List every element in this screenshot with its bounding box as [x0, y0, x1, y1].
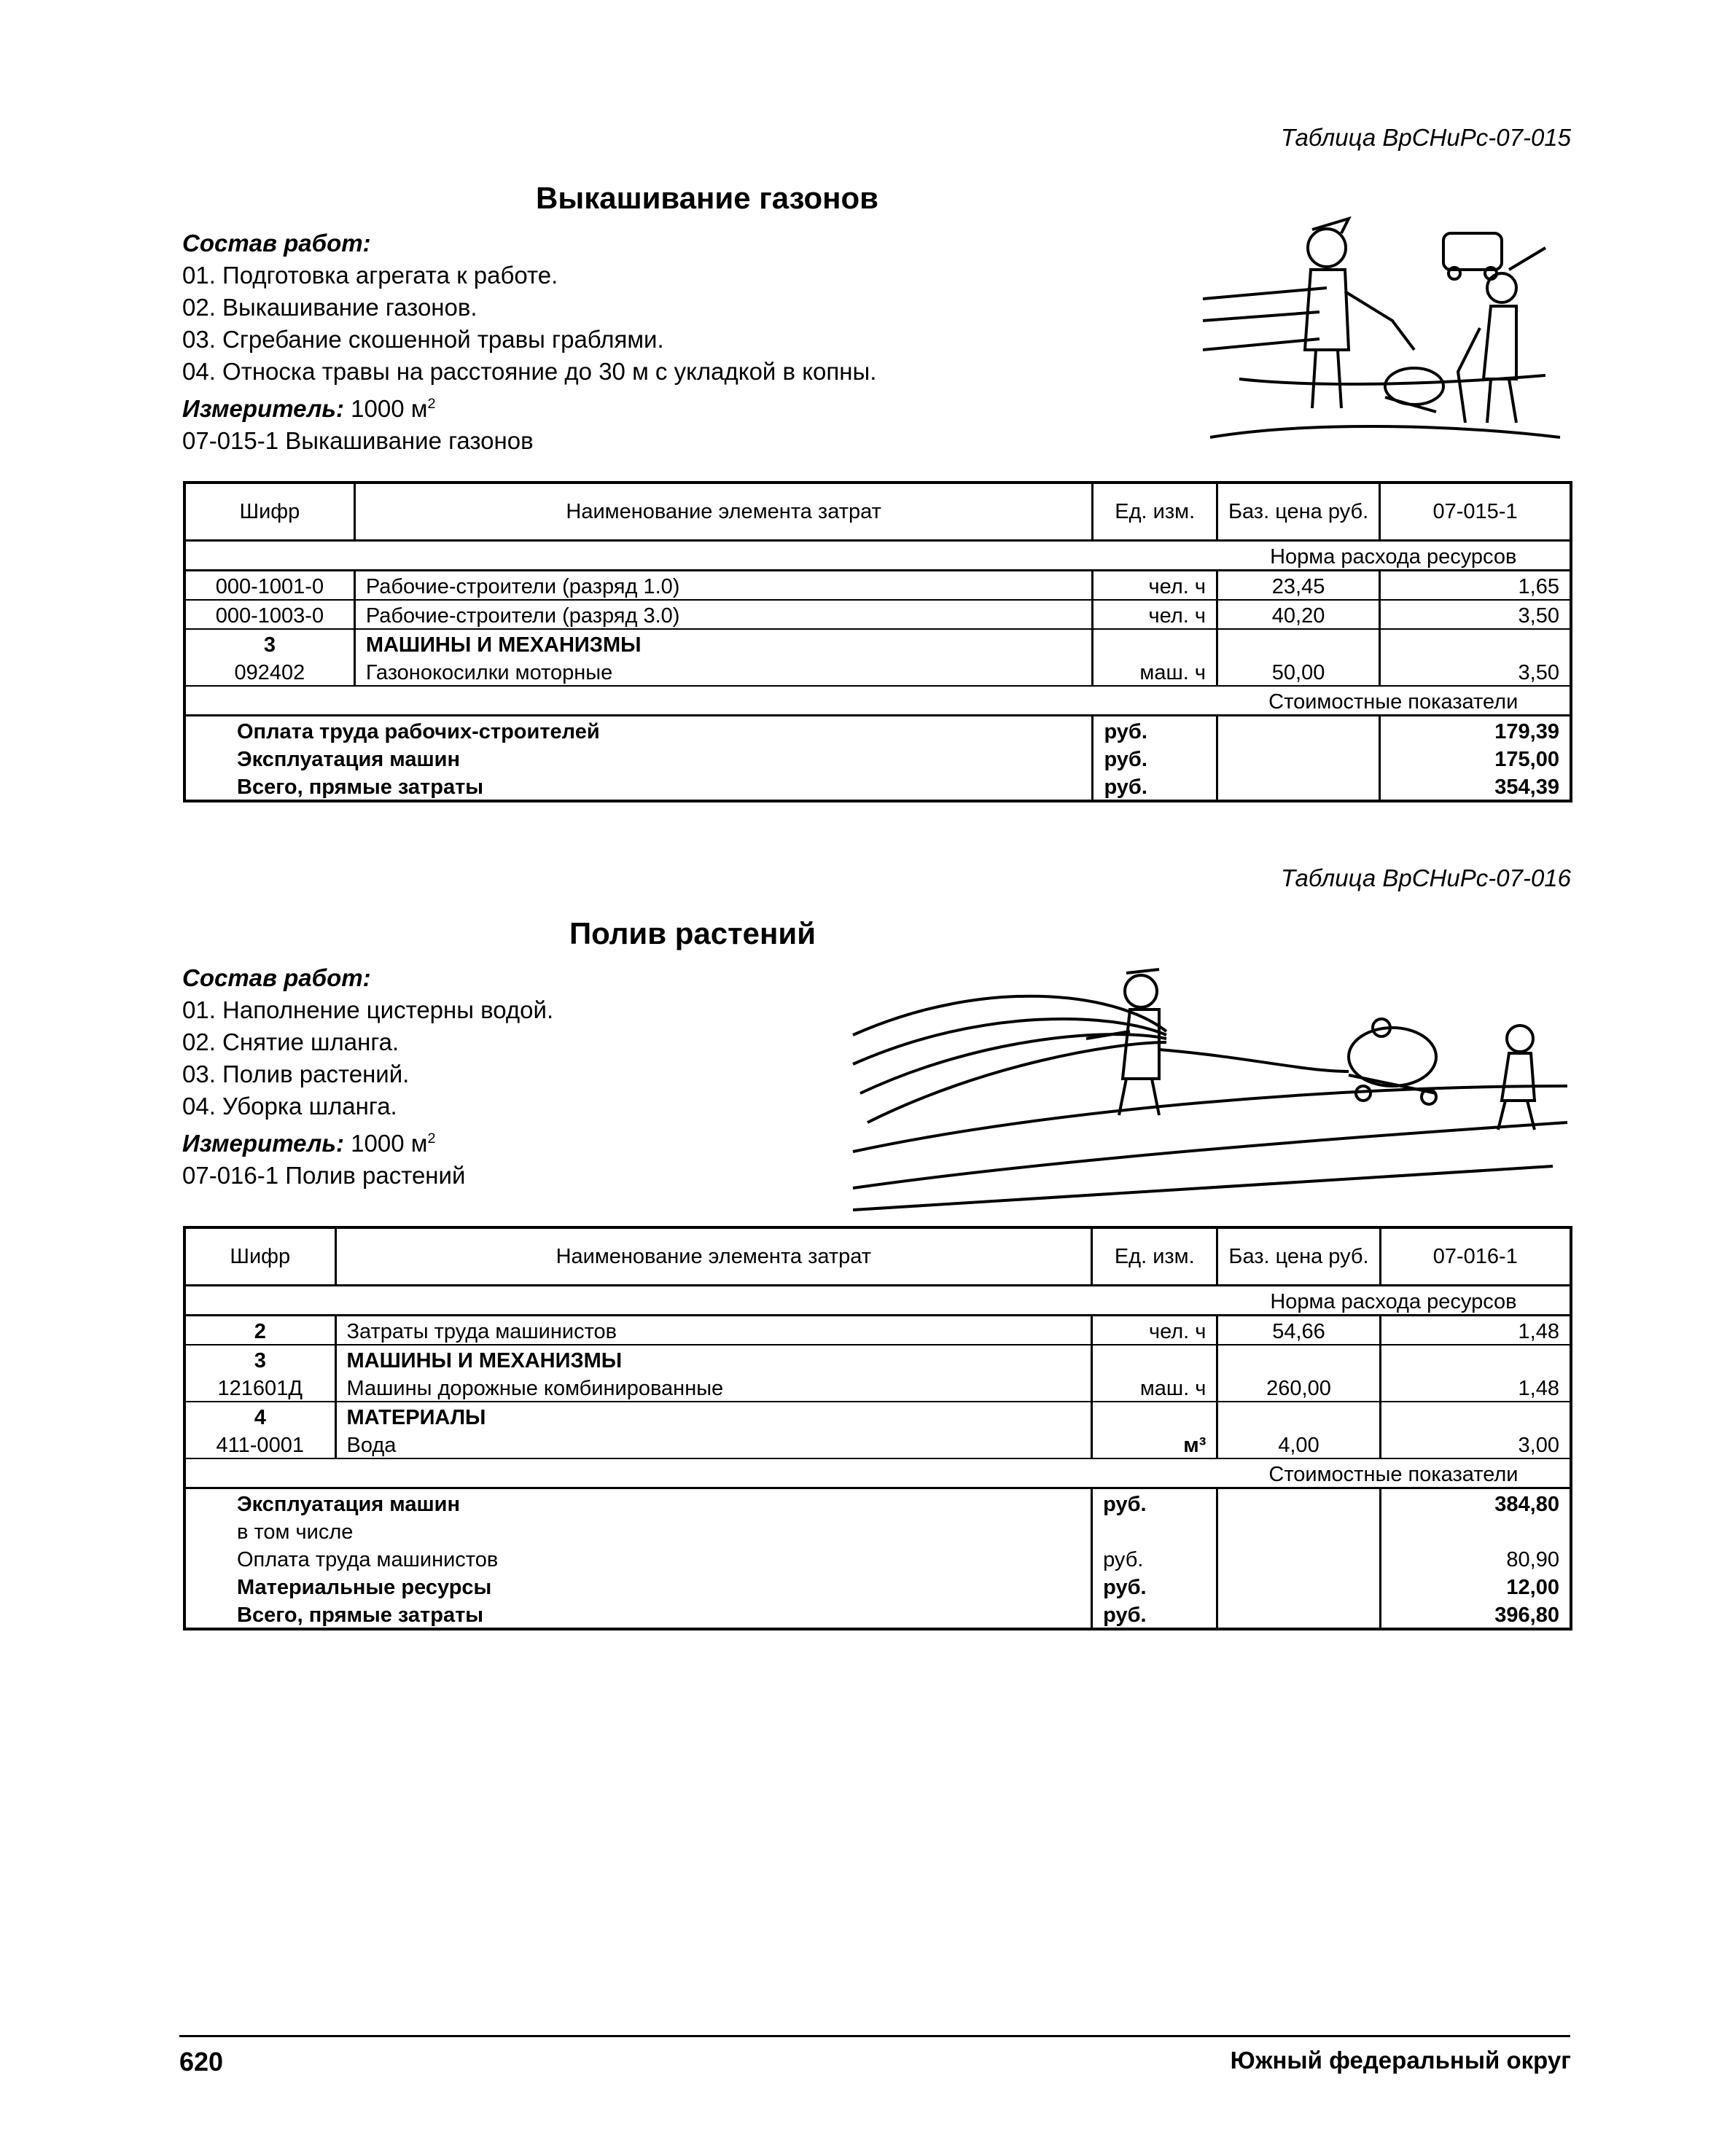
total-row — [184, 1517, 1571, 1544]
row-value: 3,50 — [1380, 600, 1571, 629]
row-code: 121601Д — [184, 1373, 335, 1402]
meter-sup: 2 — [427, 396, 436, 412]
col-header-norm-code: 07-015-1 — [1380, 483, 1571, 541]
total-name: Оплата труда машинистов — [184, 1544, 1092, 1572]
row-value: 1,65 — [1380, 571, 1571, 601]
step: 01. Подготовка агрегата к работе. — [182, 262, 558, 289]
table-row — [184, 1373, 1571, 1402]
footer-rule — [179, 2035, 1570, 2037]
row-code: 4 — [184, 1402, 335, 1430]
total-value: 396,80 — [1380, 1600, 1571, 1629]
col-header-code: Шифр — [184, 1227, 335, 1286]
cost-label-row — [184, 686, 1571, 716]
table-row — [184, 1316, 1571, 1345]
section-title: Полив растений — [569, 916, 816, 950]
row-name: Газонокосилки моторные — [354, 657, 1093, 686]
row-unit: маш. ч — [1092, 1373, 1217, 1402]
row-value: 1,48 — [1380, 1373, 1571, 1402]
work-composition — [182, 962, 553, 1192]
table-header-row — [184, 483, 1571, 541]
total-value: 80,90 — [1380, 1544, 1571, 1572]
total-unit: руб. — [1092, 1600, 1217, 1629]
total-name: Эксплуатация машин — [184, 1488, 1092, 1518]
row-price: 54,66 — [1217, 1316, 1380, 1345]
meter-value: 1000 м — [351, 395, 428, 422]
row-code: 3 — [184, 1345, 335, 1373]
total-row — [184, 772, 1571, 801]
row-value — [1380, 629, 1571, 657]
code-line: 07-015-1 Выкашивание газонов — [182, 427, 534, 454]
step: 02. Снятие шланга. — [182, 1028, 399, 1055]
table-row — [184, 600, 1571, 629]
norm-label: Норма расхода ресурсов — [1217, 541, 1571, 571]
step: 01. Наполнение цистерны водой. — [182, 996, 554, 1023]
row-name: МАШИНЫ И МЕХАНИЗМЫ — [335, 1345, 1092, 1373]
meter-value: 1000 м — [351, 1130, 428, 1157]
row-unit — [1092, 1402, 1217, 1430]
total-unit: руб. — [1092, 1488, 1217, 1518]
total-row — [184, 1544, 1571, 1572]
total-value — [1380, 1517, 1571, 1544]
row-name: Вода — [335, 1430, 1092, 1458]
total-unit: руб. — [1093, 744, 1217, 772]
row-unit: маш. ч — [1093, 657, 1217, 686]
cost-label: Стоимостные показатели — [1217, 1458, 1571, 1488]
composition-heading: Состав работ: — [182, 964, 371, 991]
total-value: 354,39 — [1380, 772, 1571, 801]
row-value — [1380, 1402, 1571, 1430]
total-value: 12,00 — [1380, 1572, 1571, 1600]
total-name: Эксплуатация машин — [184, 744, 1093, 772]
mowing-illustration — [1196, 204, 1575, 452]
row-value: 3,50 — [1380, 657, 1571, 686]
row-name: Рабочие-строители (разряд 3.0) — [354, 600, 1093, 629]
total-name: Материальные ресурсы — [184, 1572, 1092, 1600]
total-name: Всего, прямые затраты — [184, 772, 1093, 801]
row-code: 3 — [184, 629, 354, 657]
table-header-row — [184, 1227, 1571, 1286]
step: 03. Сгребание скошенной травы граблями. — [182, 326, 664, 353]
row-price: 260,00 — [1217, 1373, 1380, 1402]
total-row — [184, 1600, 1571, 1629]
total-row — [184, 1572, 1571, 1600]
section-title: Выкашивание газонов — [536, 181, 878, 215]
row-price — [1217, 629, 1379, 657]
total-value: 179,39 — [1380, 716, 1571, 745]
row-price: 40,20 — [1217, 600, 1379, 629]
table-label: Таблица ВрСНиРс-07-016 — [1281, 864, 1571, 891]
table-row — [184, 1430, 1571, 1458]
table-label: Таблица ВрСНиРс-07-015 — [1281, 124, 1571, 151]
col-header-unit: Ед. изм. — [1092, 1227, 1217, 1286]
row-price — [1217, 1402, 1380, 1430]
total-value: 384,80 — [1380, 1488, 1571, 1518]
row-code: 411-0001 — [184, 1430, 335, 1458]
total-row — [184, 716, 1571, 745]
row-code: 000-1001-0 — [184, 571, 354, 601]
meter-sup: 2 — [427, 1130, 436, 1147]
total-unit: руб. — [1092, 1572, 1217, 1600]
row-unit: м³ — [1092, 1430, 1217, 1458]
total-row — [184, 744, 1571, 772]
total-name: Всего, прямые затраты — [184, 1600, 1092, 1629]
step: 04. Уборка шланга. — [182, 1093, 397, 1120]
meter — [182, 1122, 553, 1160]
row-unit: чел. ч — [1093, 600, 1217, 629]
row-code: 2 — [184, 1316, 335, 1345]
table-row — [184, 571, 1571, 601]
total-unit: руб. — [1092, 1544, 1217, 1572]
row-unit — [1092, 1345, 1217, 1373]
total-row — [184, 1488, 1571, 1518]
page-number: 620 — [179, 2047, 224, 2077]
code-line: 07-016-1 Полив растений — [182, 1162, 466, 1189]
row-name: Рабочие-строители (разряд 1.0) — [354, 571, 1093, 601]
row-name: Машины дорожные комбинированные — [335, 1373, 1092, 1402]
norm-label-row — [184, 541, 1571, 571]
step: 04. Относка травы на расстояние до 30 м с укладкой в копны. — [182, 358, 877, 385]
meter-label: Измеритель: — [182, 395, 344, 422]
total-unit: руб. — [1093, 772, 1217, 801]
total-name: Оплата труда рабочих-строителей — [184, 716, 1093, 745]
row-price: 4,00 — [1217, 1430, 1380, 1458]
composition-heading: Состав работ: — [182, 230, 371, 257]
row-code: 092402 — [184, 657, 354, 686]
meter-label: Измеритель: — [182, 1130, 344, 1157]
row-name: МАТЕРИАЛЫ — [335, 1402, 1092, 1430]
cost-label-row — [184, 1458, 1571, 1488]
row-unit: чел. ч — [1093, 571, 1217, 601]
col-header-code: Шифр — [184, 483, 354, 541]
col-header-unit: Ед. изм. — [1093, 483, 1217, 541]
table-row — [184, 657, 1571, 686]
cost-label: Стоимостные показатели — [1217, 686, 1571, 716]
row-price: 23,45 — [1217, 571, 1379, 601]
cost-table — [183, 1226, 1572, 1630]
total-name: в том числе — [184, 1517, 1092, 1544]
total-unit: руб. — [1093, 716, 1217, 745]
row-unit: чел. ч — [1092, 1316, 1217, 1345]
work-composition — [182, 227, 876, 457]
total-unit — [1092, 1517, 1217, 1544]
row-price: 50,00 — [1217, 657, 1379, 686]
row-code: 000-1003-0 — [184, 600, 354, 629]
col-header-name: Наименование элемента затрат — [335, 1227, 1092, 1286]
row-price — [1217, 1345, 1380, 1373]
norm-label-row — [184, 1286, 1571, 1316]
row-value: 1,48 — [1380, 1316, 1571, 1345]
step: 03. Полив растений. — [182, 1061, 410, 1087]
col-header-price: Баз. цена руб. — [1217, 1227, 1380, 1286]
table-row — [184, 1402, 1571, 1430]
row-unit — [1093, 629, 1217, 657]
step: 02. Выкашивание газонов. — [182, 294, 477, 321]
row-value — [1380, 1345, 1571, 1373]
row-name: МАШИНЫ И МЕХАНИЗМЫ — [354, 629, 1093, 657]
table-row — [184, 629, 1571, 657]
meter — [182, 388, 876, 425]
col-header-name: Наименование элемента затрат — [354, 483, 1093, 541]
total-value: 175,00 — [1380, 744, 1571, 772]
row-value: 3,00 — [1380, 1430, 1571, 1458]
watering-illustration — [838, 948, 1575, 1217]
col-header-norm-code: 07-016-1 — [1380, 1227, 1571, 1286]
norm-label: Норма расхода ресурсов — [1217, 1286, 1571, 1316]
footer-region: Южный федеральный округ — [1230, 2047, 1571, 2074]
col-header-price: Баз. цена руб. — [1217, 483, 1379, 541]
cost-table — [183, 481, 1572, 802]
table-row — [184, 1345, 1571, 1373]
row-name: Затраты труда машинистов — [335, 1316, 1092, 1345]
